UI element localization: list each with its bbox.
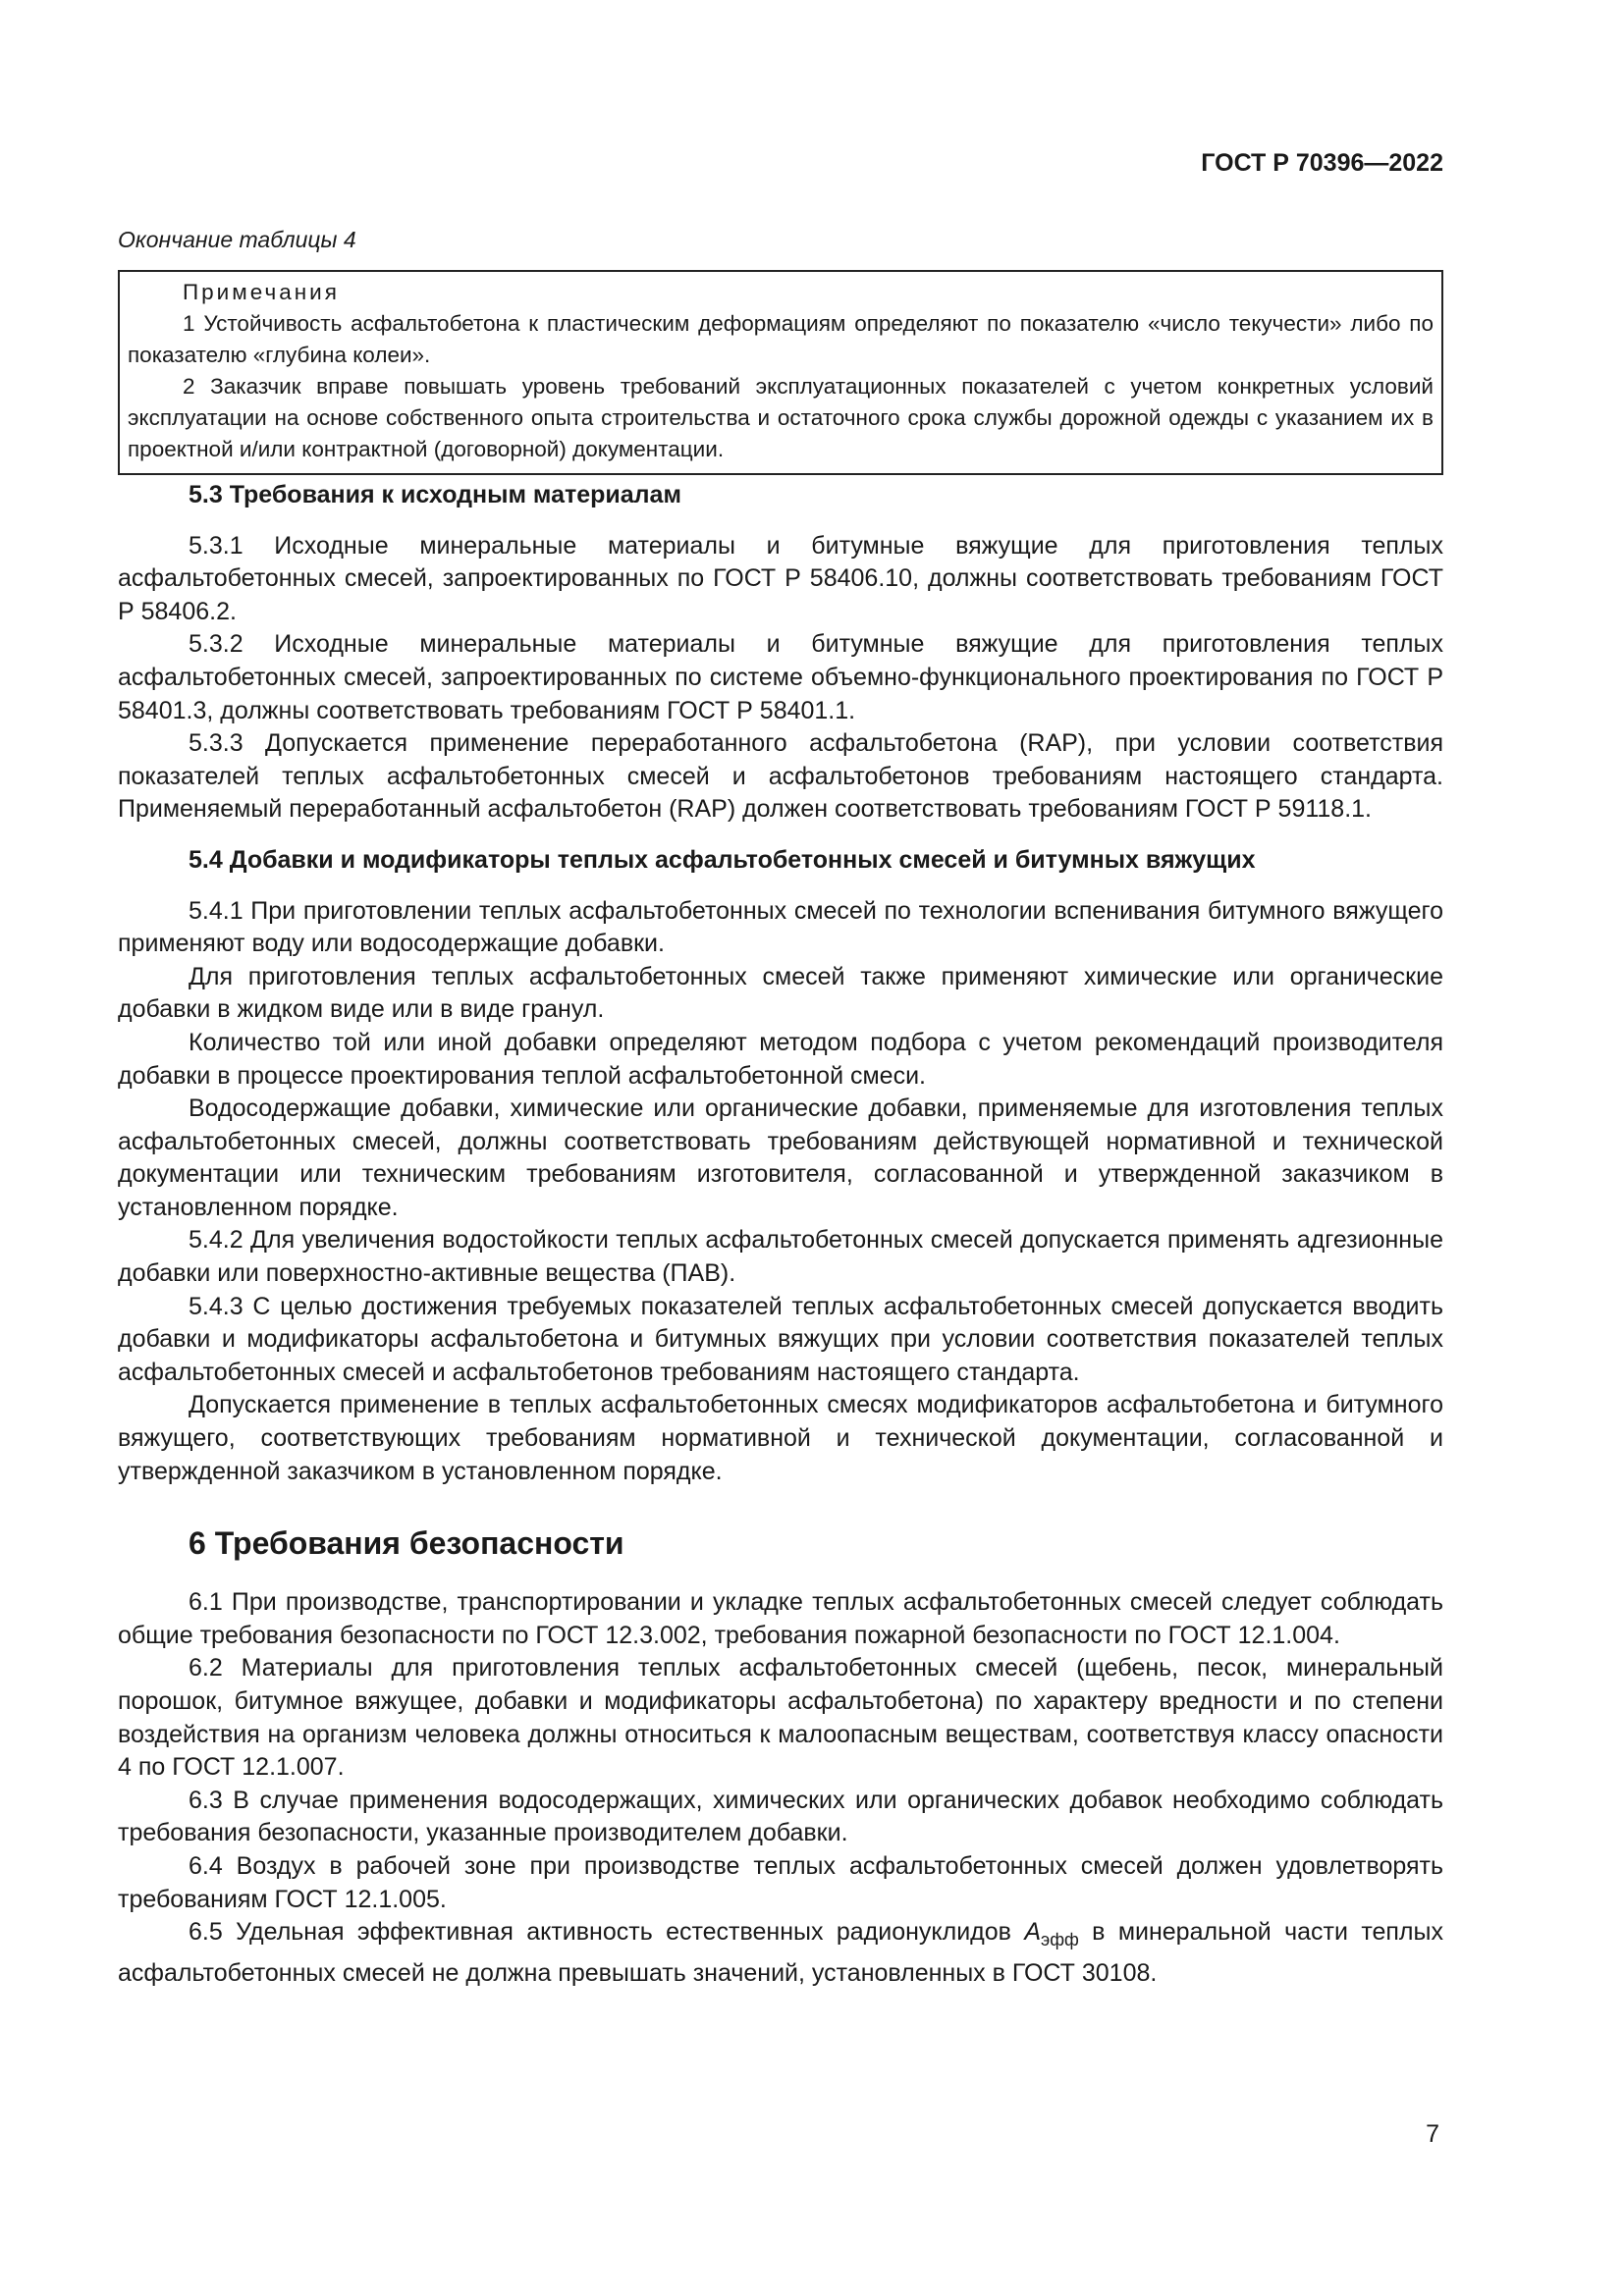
paragraph-5-3-2: 5.3.2 Исходные минеральные материалы и битумные вяжущие для приготовления теплых асфальтобетонных смесей, запроектированных по системе объемно-функционального проектирования по ГОСТ Р 58401.3, должны соответствовать требованиям ГОСТ Р 58401.1. [118,630,1443,724]
paragraph-5-4-1d: Водосодержащие добавки, химические или органические добавки, применяемые для изготовления теплых асфальтобетонных смесей, должны соответствовать требованиям действующей нормативной и технической документации или техническим требованиям изготовителя, согласованной и утвержденной заказчиком в установленном порядке. [118,1095,1443,1221]
note-2: 2 Заказчик вправе повышать уровень требований эксплуатационных показателей с учетом конкретных условий эксплуатации на основе собственного опыта строительства и остаточного срока службы дорожной одежды с указанием их в проектной и/или контрактной (договорной) документации. [128,374,1434,461]
paragraph-5-4-1: 5.4.1 При приготовлении теплых асфальтобетонных смесей по технологии вспенивания битумного вяжущего применяют воду или водосодержащие добавки. [118,896,1443,958]
activity-symbol-letter: А [1024,1918,1042,1947]
paragraph-5-4-2: 5.4.2 Для увеличения водостойкости теплых асфальтобетонных смесей допускается применять адгезионные добавки или поверхностно-активные вещества (ПАВ). [118,1226,1443,1288]
paragraph-5-3-3: 5.3.3 Допускается применение переработанного асфальтобетона (RAP), при условии соответствия показателей теплых асфальтобетонных смесей и асфальтобетонов требованиям настоящего стандарта. Применяемый переработанный асфальтобетон (RAP) должен соответствовать требованиям ГОСТ Р 59118.1. [118,729,1443,824]
paragraph-6-4: 6.4 Воздух в рабочей зоне при производстве теплых асфальтобетонных смесей должен удовлетворять требованиям ГОСТ 12.1.005. [118,1851,1443,1913]
document-page [118,0,1443,2296]
paragraph-5-4-3b: Допускается применение в теплых асфальтобетонных смесях модификаторов асфальтобетона и битумного вяжущего, соответствующих требованиям нормативной и технической документации, согласованной и утвержденной заказчиком в установленном порядке. [118,1391,1443,1485]
paragraph-6-2: 6.2 Материалы для приготовления теплых асфальтобетонных смесей (щебень, песок, минеральный порошок, битумное вяжущее, добавки и модификаторы асфальтобетона) по характеру вредности и по степени воздействия на организм человека должны относиться к малоопасным веществам, соответствуя классу опасности 4 по ГОСТ 12.1.007. [118,1654,1443,1782]
paragraph-6-5-before: 6.5 Удельная эффективная активность естественных радионуклидов [189,1918,1025,1947]
paragraph-6-5 [118,1916,1443,1990]
activity-symbol-subscript: эфф [1041,1930,1079,1950]
section-5-3-heading: 5.3 Требования к исходным материалам [189,481,681,508]
activity-symbol [1024,1918,1079,1950]
paragraph-5-4-3: 5.4.3 С целью достижения требуемых показателей теплых асфальтобетонных смесей допускается вводить добавки и модификаторы асфальтобетона и битумных вяжущих при условии соответствия показателей теплых асфальтобетонных смесей и асфальтобетонов требованиям настоящего стандарта. [118,1292,1443,1386]
note-1: 1 Устойчивость асфальтобетона к пластическим деформациям определяют по показателю «число текучести» либо по показателю «глубина колеи». [128,311,1434,367]
main-content [118,479,1443,1990]
paragraph-5-4-1b: Для приготовления теплых асфальтобетонных смесей также применяют химические или органические добавки в жидком виде или в виде гранул. [118,962,1443,1024]
section-5-4-heading: 5.4 Добавки и модификаторы теплых асфальтобетонных смесей и битумных вяжущих [189,845,1256,874]
notes-box [118,270,1443,475]
section-6-heading: 6 Требования безопасности [189,1525,624,1562]
paragraph-6-1: 6.1 При производстве, транспортировании и укладке теплых асфальтобетонных смесей следует соблюдать общие требования безопасности по ГОСТ 12.3.002, требования пожарной безопасности по ГОСТ 12.1.004. [118,1588,1443,1649]
paragraph-5-3-1: 5.3.1 Исходные минеральные материалы и битумные вяжущие для приготовления теплых асфальтобетонных смесей, запроектированных по ГОСТ Р 58406.10, должны соответствовать требованиям ГОСТ Р 58406.2. [118,531,1443,625]
paragraph-6-3: 6.3 В случае применения водосодержащих, химических или органических добавок необходимо соблюдать требования безопасности, указанные производителем добавки. [118,1786,1443,1847]
paragraph-5-4-1c: Количество той или иной добавки определяют методом подбора с учетом рекомендаций производителя добавки в процессе проектирования теплой асфальтобетонной смеси. [118,1028,1443,1090]
paragraph-6-5-after: в минеральной части теплых асфальтобетонных смесей не должна превышать значений, установленных в ГОСТ 30108. [118,1918,1443,1987]
page-number: 7 [1426,2120,1439,2148]
document-code: ГОСТ Р 70396—2022 [1201,149,1443,177]
notes-title: Примечания [183,280,340,304]
table-caption: Окончание таблицы 4 [118,227,356,252]
